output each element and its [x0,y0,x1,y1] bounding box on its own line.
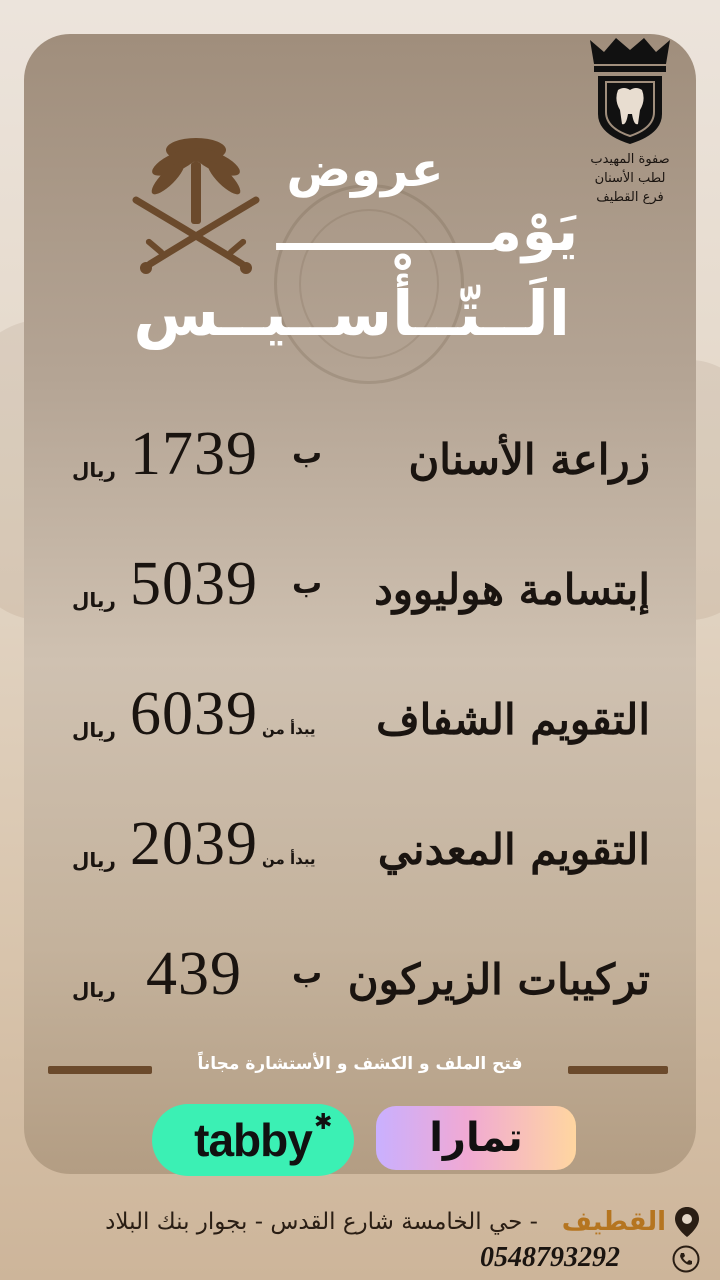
offer-currency: ريال [72,848,116,872]
logo-line-2: لطب الأسنان [594,171,666,186]
offer-row [60,416,650,506]
address-street: - حي الخامسة شارع القدس - بجوار بنك البلاد [105,1209,538,1235]
title-offers: عروض [286,142,444,198]
offer-name: زراعة الأسنان [408,435,650,484]
offer-row [60,676,650,766]
logo-line-1: صفوة المهيدب [590,152,670,167]
offer-name: تركيبات الزيركون [347,955,650,1004]
offer-currency: ريال [72,978,116,1002]
offer-row [60,546,650,636]
offer-price: 1739 [130,420,258,488]
tamara-badge: تمارا [376,1106,576,1170]
free-consultation-text: فتح الملف و الكشف و الأستشارة مجاناً [197,1054,523,1074]
offer-row [60,936,650,1026]
divider-left [48,1066,152,1074]
offer-name: التقويم المعدني [377,825,650,874]
logo-line-3: فرع القطيف [596,190,664,205]
clinic-logo [580,34,680,224]
address-row [40,1204,700,1240]
phone-icon [672,1245,700,1273]
tabby-badge: tabby [152,1104,354,1176]
palm-swords-emblem-icon [130,128,262,278]
offer-prefix: يبدأ من [262,720,316,738]
offer-prefix: ب [292,566,323,601]
crown-tooth-shield-icon [582,34,678,146]
offer-price: 2039 [130,810,258,878]
offer-price: 6039 [130,680,258,748]
location-pin-icon [674,1206,700,1238]
phone-number[interactable]: 0548793292 [480,1242,620,1273]
phone-row [470,1240,710,1276]
offer-prefix: ب [292,956,323,991]
offer-name: إبتسامة هوليوود [374,565,650,614]
offer-currency: ريال [72,718,116,742]
title-founding: الَــتّــأْســيــس [133,277,570,350]
offer-row [60,806,650,896]
tabby-star-icon: ✱ [314,1110,333,1135]
offer-currency: ريال [72,458,116,482]
offer-currency: ريال [72,588,116,612]
offer-name: التقويم الشفاف [376,695,650,744]
title-day: يَوْمـــــــــــ [276,199,578,264]
offer-prefix: ب [292,436,323,471]
offer-prefix: يبدأ من [262,850,316,868]
offer-price: 5039 [130,550,258,618]
divider-right [568,1066,668,1074]
address-city: القطيف [561,1207,666,1237]
offer-price: 439 [146,940,242,1008]
